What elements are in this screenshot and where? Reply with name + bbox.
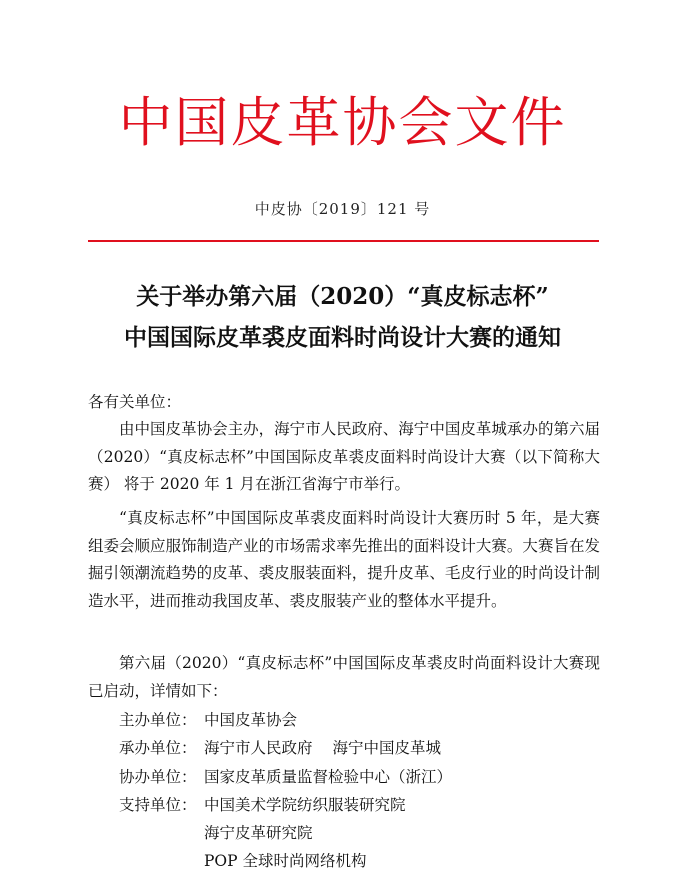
notice-title-line-1: 关于举办第六届（2020）“真皮标志杯” <box>136 283 549 310</box>
undertake-value-1: 海宁市人民政府 <box>204 739 313 758</box>
undertake-label: 承办单位： <box>119 739 197 758</box>
paragraph-launch: 第六届（2020）“真皮标志杯”中国国际皮革裘皮时尚面料设计大赛现已启动，详情如下： <box>88 654 600 700</box>
host-row <box>119 706 599 734</box>
host-label: 主办单位： <box>119 711 197 729</box>
support-row-2 <box>119 819 599 847</box>
org-document-header: 中国皮革协会文件 <box>118 91 567 154</box>
support-value-3: POP 全球时尚网络机构 <box>204 852 367 871</box>
paragraph-intro: 由中国皮革协会主办，海宁市人民政府、海宁中国皮革城承办的第六届（2020）“真皮标志杯”中国国际皮革裘皮面料时尚设计大赛（以下简称大赛） 将于 2020 年 1 月在浙江省海宁市举行。 <box>88 420 600 493</box>
co-organizer-row <box>119 763 599 791</box>
undertake-value-2: 海宁中国皮革城 <box>332 739 442 758</box>
salutation: 各有关单位： <box>88 393 182 411</box>
support-value-1: 中国美术学院纺织服装研究院 <box>204 795 406 814</box>
organizer-list <box>119 706 599 876</box>
support-row-3 <box>119 847 599 875</box>
notice-title-line-2: 中国国际皮革裘皮面料时尚设计大赛的通知 <box>124 324 561 351</box>
support-row <box>119 791 599 819</box>
co-organizer-value: 国家皮革质量监督检验中心（浙江） <box>204 767 453 786</box>
undertake-row <box>119 734 599 762</box>
red-divider-line <box>88 240 599 242</box>
paragraph-history: “真皮标志杯”中国国际皮革裘皮面料时尚设计大赛历时 5 年，是大赛组委会顺应服饰制造产业的市场需求率先推出的面料设计大赛。大赛旨在发掘引领潮流趋势的皮革、裘皮服装面料，提升皮革、毛皮行业的时尚设计制造水平，进而推动我国皮革、裘皮服装产业的整体水平提升。 <box>88 509 600 610</box>
host-value: 中国皮革协会 <box>204 711 298 729</box>
undertake-value <box>204 734 599 762</box>
support-value-2: 海宁皮革研究院 <box>204 824 313 843</box>
support-label: 支持单位： <box>119 795 197 814</box>
document-number: 中皮协〔2019〕121 号 <box>254 200 431 218</box>
co-organizer-label: 协办单位： <box>119 767 197 786</box>
